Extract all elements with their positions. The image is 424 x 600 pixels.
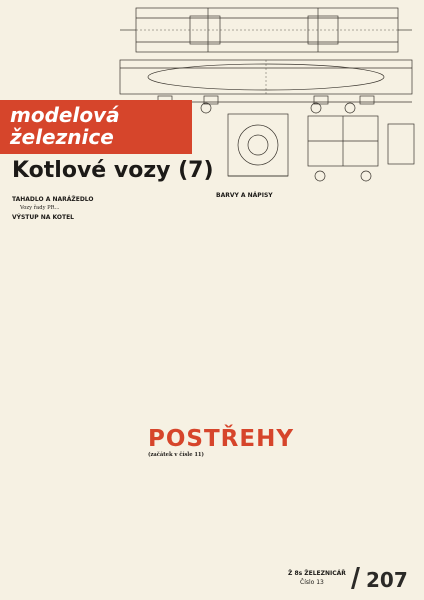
section-heading: TAHADLO A NARÁŽEDLO (12, 196, 94, 203)
section-heading: BARVY A NÁPISY (216, 192, 273, 199)
footer-divider (351, 567, 360, 589)
section-subtitle: (začátek v čísle 11) (148, 452, 204, 458)
article-column-right (216, 190, 416, 201)
section-heading: VÝSTUP NA KOTEL (12, 213, 75, 221)
magazine-name: Ž 8s ŽELEZNICÁŘ (288, 570, 346, 577)
page-number: 207 (366, 568, 408, 592)
column-name: modelová železnice (10, 103, 120, 149)
page-footer (288, 568, 418, 592)
article-column-left (12, 194, 210, 223)
section-title-postrehy: POSTŘEHY (148, 426, 294, 452)
article-title: Kotlové vozy (7) (12, 158, 214, 183)
issue-number: Číslo 13 (300, 579, 324, 586)
paragraph: Vozy řady PR... (20, 205, 60, 212)
